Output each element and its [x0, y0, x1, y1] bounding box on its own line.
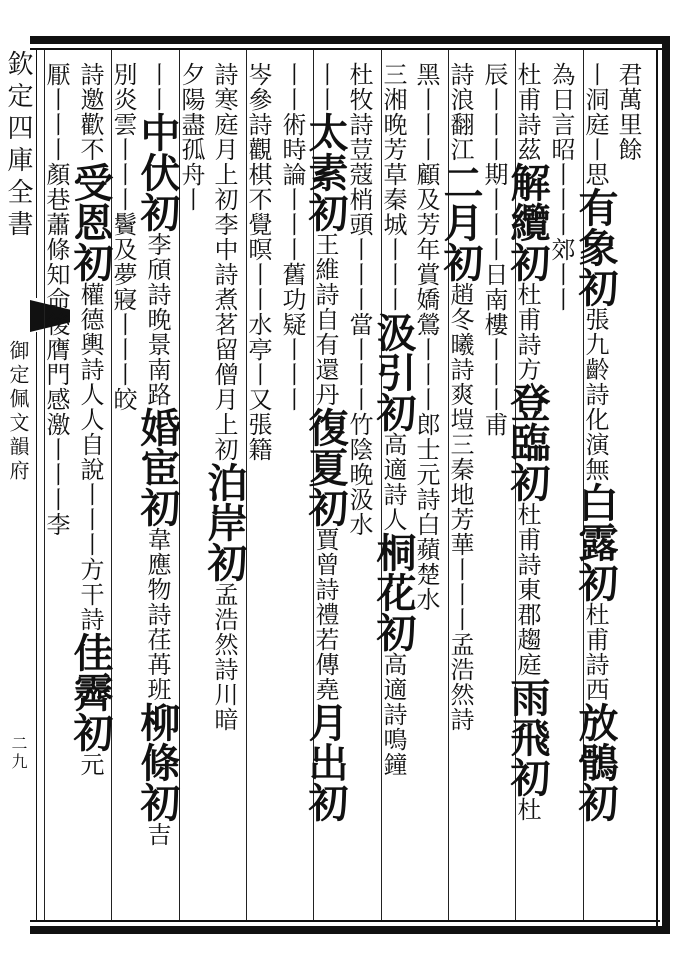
citation-text: 杜甫詩東郡趨庭 [513, 502, 541, 677]
citation-text: 丨丨 [311, 62, 339, 112]
citation-text: 趙冬曦詩爽塏三秦地芳華丨丨丨孟浩然詩 [446, 282, 474, 732]
text-column [480, 62, 516, 922]
citation-text: 別炎雲丨丨丨 [109, 62, 137, 212]
text-column [134, 62, 181, 922]
headword: 佳霽初 [67, 632, 114, 752]
citation-text: 杜牧詩荳蔻梢頭丨丨丨 [345, 62, 373, 312]
citation-text: 三湘晚芳草秦城丨丨丨 [379, 62, 407, 312]
citation-text: 鬢及夢寢丨丨丨 [109, 212, 137, 387]
citation-text: 高適詩鳴鐘 [379, 652, 407, 777]
citation-text: 吉 [143, 822, 171, 847]
volume-title: 御定佩文韻府 [6, 340, 30, 484]
text-column [109, 62, 145, 922]
page-number: 二九 [9, 735, 28, 771]
citation-text: 丨丨 [143, 62, 171, 112]
text-column [67, 62, 114, 922]
citation-text: 皎 [109, 387, 137, 412]
text-column [244, 62, 280, 922]
citation-text: 甫 [480, 412, 508, 437]
frame-right-border [662, 36, 670, 934]
citation-text: 孟浩然詩川暗 [210, 582, 238, 732]
citation-text: 顏巷蕭條知命後膺門感激丨丨丨 [42, 162, 70, 512]
headword: 柳條初 [134, 702, 181, 822]
headword: 受恩初 [67, 162, 114, 282]
citation-text: 舊功疑丨丨丨 [278, 262, 306, 412]
headword: 放鶻初 [572, 702, 619, 822]
text-column [278, 62, 314, 922]
frame-bottom-border [30, 926, 670, 934]
citation-text: 賈曾詩禮若傳堯 [311, 527, 339, 702]
citation-text: 丨洞庭丨思 [581, 62, 609, 187]
citation-text: 權德輿詩人人自說丨丨丨方干詩 [76, 282, 104, 632]
text-column [504, 62, 551, 922]
headword: 泊岸初 [201, 462, 248, 582]
text-column [370, 62, 417, 922]
citation-text: 辰丨丨丨 [480, 62, 508, 162]
citation-text: 為日言昭丨丨丨 [547, 62, 575, 237]
citation-text: 竹陰晚汲水 [345, 412, 373, 537]
citation-text: 詩寒庭月上初李中詩煮茗留僧月上初 [210, 62, 238, 462]
headword: 桐花初 [370, 532, 417, 652]
citation-text: 杜甫詩茲 [513, 62, 541, 162]
headword: 中伏初 [134, 112, 181, 232]
citation-text: 元 [76, 752, 104, 777]
citation-text: 杜甫詩西 [581, 602, 609, 702]
citation-text: 期丨丨丨 [480, 162, 508, 262]
frame-top-inner-border [30, 48, 670, 50]
text-column [614, 62, 650, 922]
text-column [412, 62, 448, 922]
citation-text: 韋應物詩荏苒班 [143, 527, 171, 702]
citation-text: 郊丨丨 [547, 237, 575, 312]
citation-text: 高適詩人 [379, 432, 407, 532]
text-column [177, 62, 213, 922]
citation-text: 丨丨 [278, 62, 306, 112]
citation-text: 岑參詩觀棋不覺暝丨丨水亭丨又張籍 [244, 62, 272, 462]
citation-text: 君萬里餘 [614, 62, 642, 162]
frame-top-border [30, 36, 670, 44]
citation-text: 王維詩自有還丹 [311, 232, 339, 407]
headword: 雨飛初 [504, 677, 551, 797]
text-column [302, 62, 349, 922]
headword: 解纜初 [504, 162, 551, 282]
text-column [345, 62, 381, 922]
citation-text: 李 [42, 512, 70, 537]
frame-right-inner-border [656, 48, 658, 930]
citation-text: 李頎詩晚景南路 [143, 232, 171, 407]
headword: 登臨初 [504, 382, 551, 502]
text-column [42, 62, 78, 922]
citation-text: 術時論丨丨丨 [278, 112, 306, 262]
text-column [572, 62, 619, 922]
citation-text: 杜 [513, 797, 541, 822]
citation-text: 厭丨丨丨 [42, 62, 70, 162]
citation-text: 顧及芳年賞嬌鶯丨丨丨郎士元詩白蘋楚水 [412, 162, 440, 612]
book-title: 欽定四庫全書 [3, 50, 33, 242]
citation-text: 杜甫詩方 [513, 282, 541, 382]
headword: 婚宦初 [134, 407, 181, 527]
text-column [547, 62, 583, 922]
headword: 復夏初 [302, 407, 349, 527]
headword: 白露初 [572, 482, 619, 602]
citation-text: 黑丨丨丨 [412, 62, 440, 162]
citation-text: 詩邀歡不 [76, 62, 104, 162]
citation-text: 夕陽盡孤舟丨 [177, 62, 205, 212]
headword: 二月初 [437, 162, 484, 282]
citation-text: 當丨丨丨 [345, 312, 373, 412]
headword: 有象初 [572, 187, 619, 307]
text-column [201, 62, 248, 922]
text-column [437, 62, 484, 922]
headword: 月出初 [302, 702, 349, 822]
citation-text: 詩浪翻江 [446, 62, 474, 162]
headword: 太素初 [302, 112, 349, 232]
citation-text: 張九齡詩化演無 [581, 307, 609, 482]
citation-text: 日南樓丨丨丨 [480, 262, 508, 412]
headword: 汲引初 [370, 312, 417, 432]
